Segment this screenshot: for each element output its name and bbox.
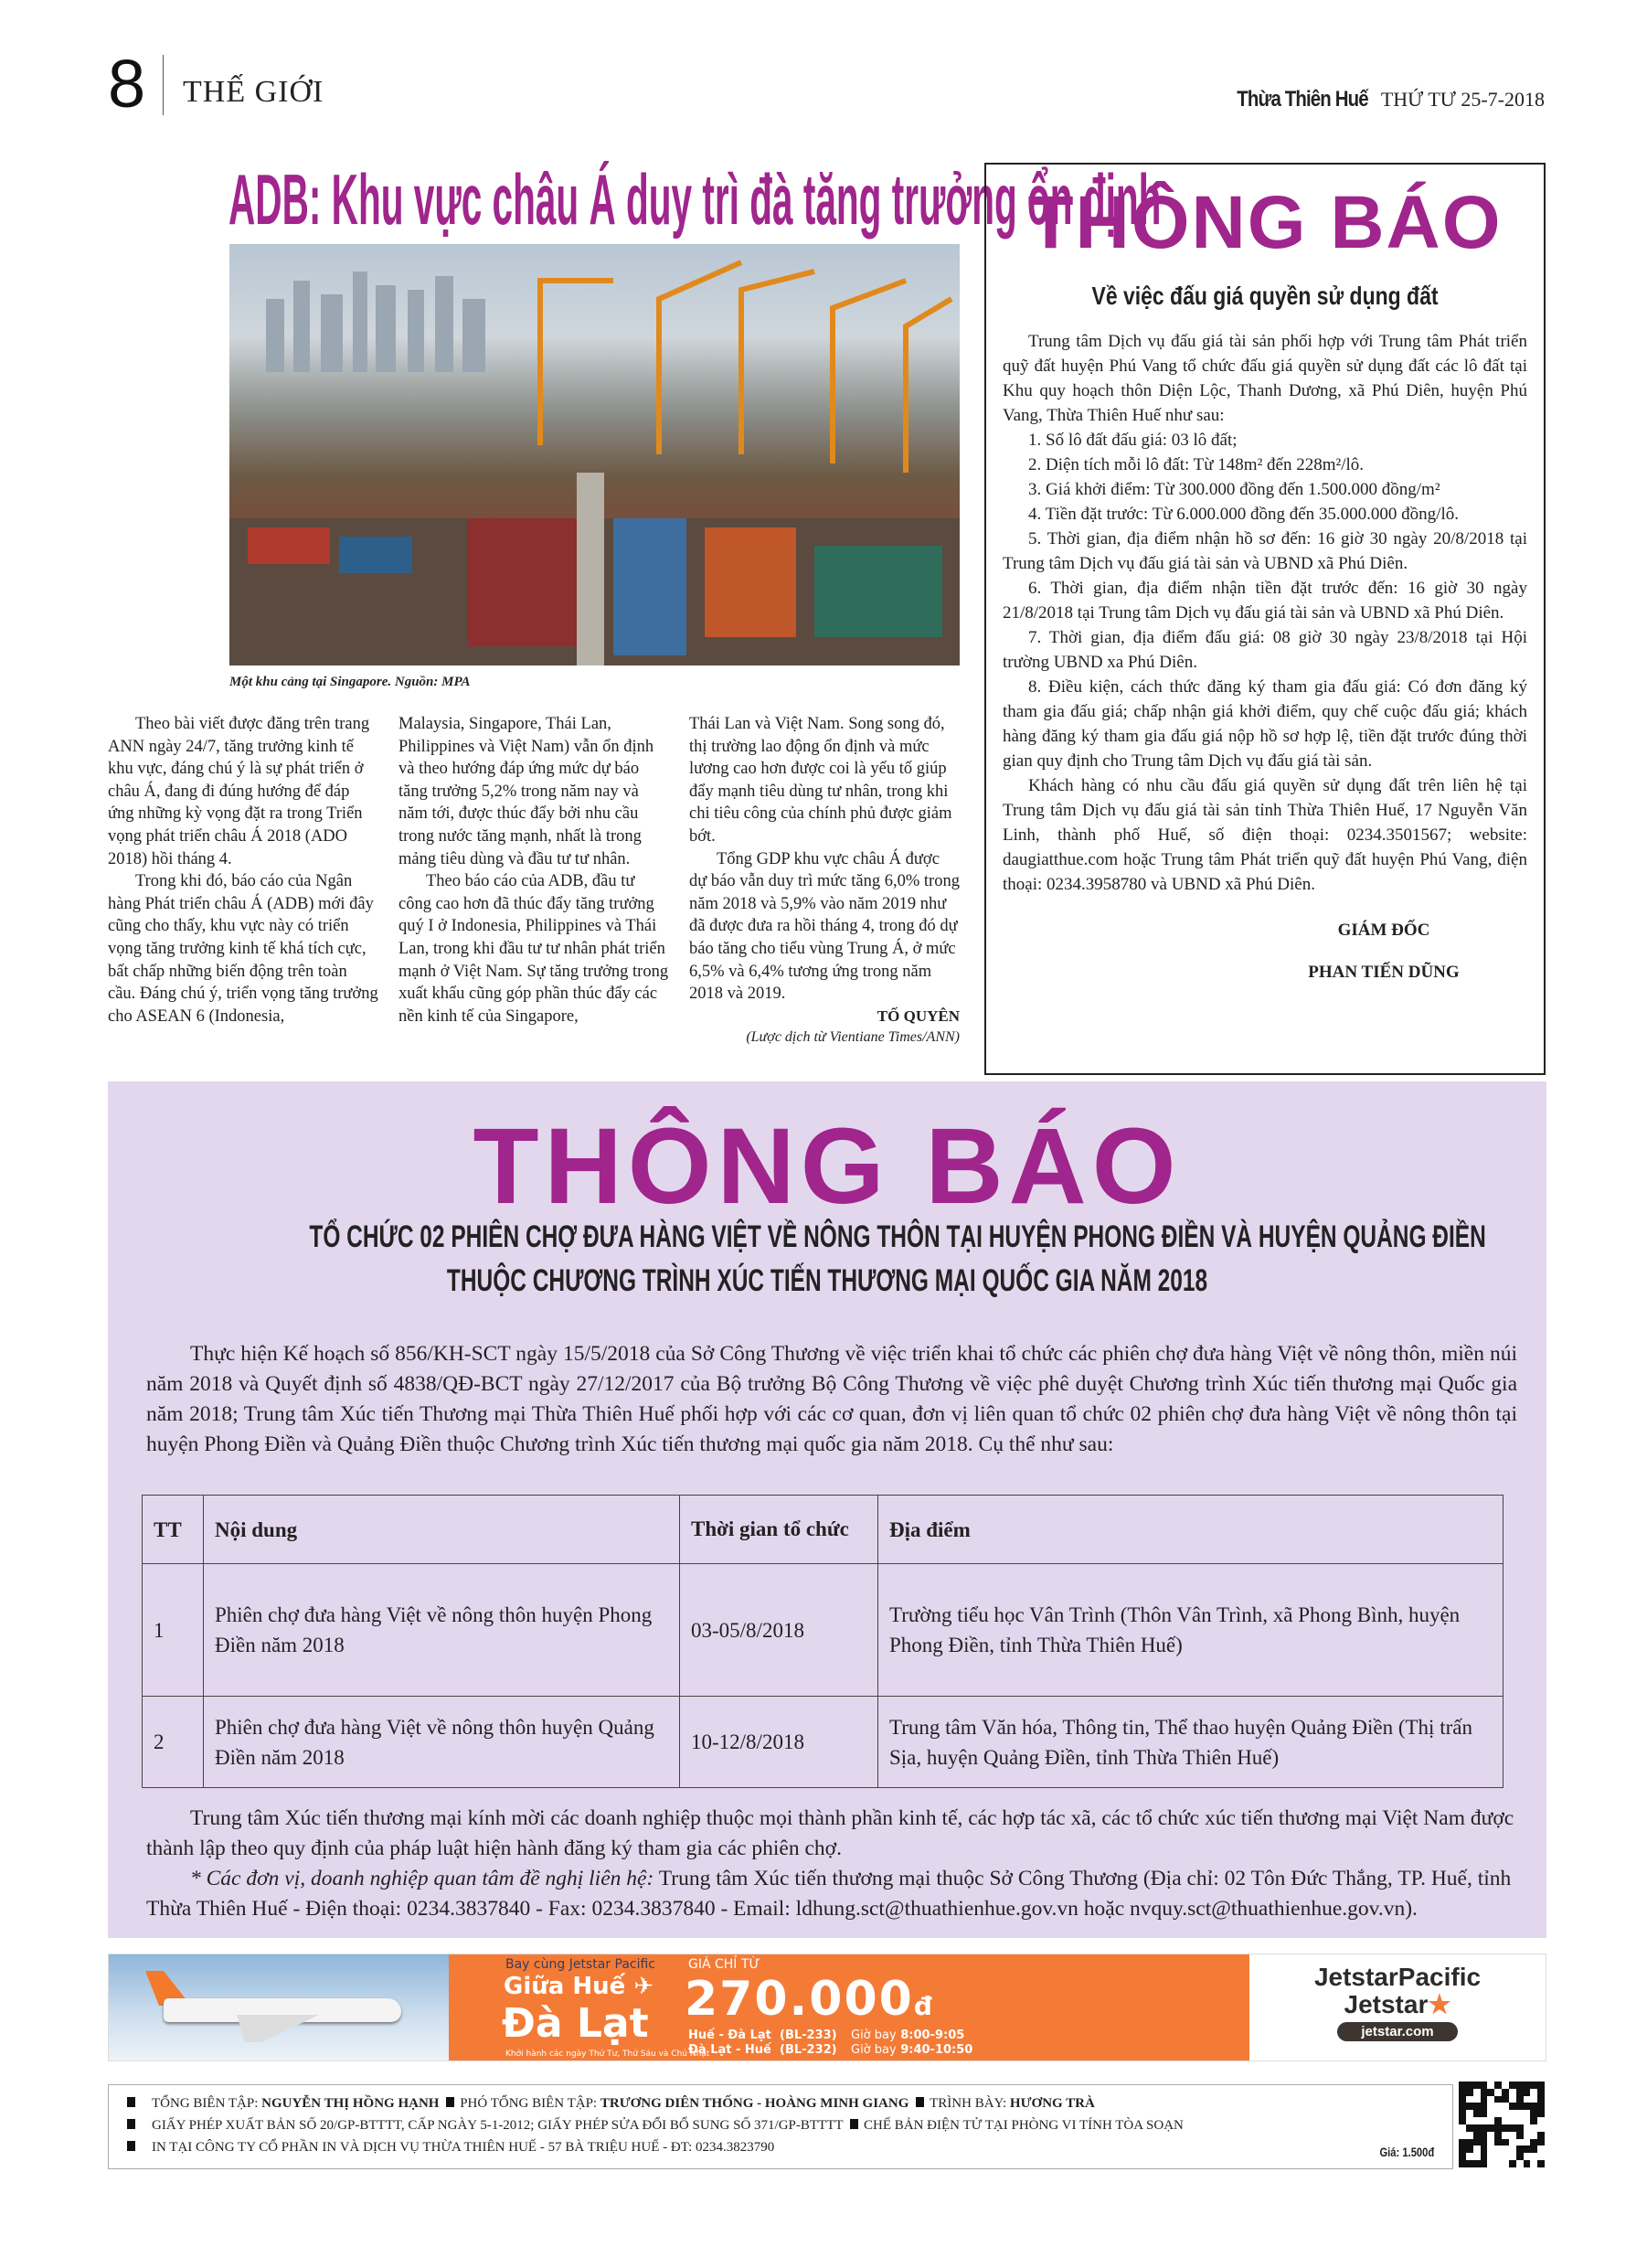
qr-module <box>1516 2089 1524 2096</box>
qr-module <box>1524 2110 1531 2117</box>
invitation-paragraph: Trung tâm Xúc tiến thương mại kính mời các doanh nghiệp thuộc mọi thành phần kinh tế, các hợp tác xã, các tổ chức xúc tiến thương mại Việt Nam được thành lập theo quy định của pháp luật hiện hành đăng ký tham gia các phiên chợ. <box>146 1806 1514 1860</box>
qr-module <box>1502 2160 1509 2167</box>
column-header: Nội dung <box>204 1496 680 1564</box>
qr-module <box>1516 2117 1524 2124</box>
notice-subtitle-2: THUỘC CHƯƠNG TRÌNH XÚC TIẾN THƯƠNG MẠI QUỐC GIA NĂM 2018 <box>446 1263 1208 1298</box>
qr-module <box>1494 2160 1502 2167</box>
airplane-image <box>109 1954 449 2060</box>
qr-module <box>1494 2103 1502 2110</box>
qr-module <box>1487 2082 1494 2089</box>
paragraph: Malaysia, Singapore, Thái Lan, Philippines và Việt Nam) vẫn ổn định và theo hướng đáp ứng mức dự báo tăng trưởng 5,2% trong năm nay và năm tới, được thúc đẩy bởi nhu cầu trong nước tăng mạnh, nhất là trong mảng tiêu dùng và đầu tư tư nhân. <box>398 715 654 868</box>
imprint-footer <box>108 2084 1453 2169</box>
paper-name: Thừa Thiên Huế <box>1237 87 1368 112</box>
qr-module <box>1466 2139 1473 2146</box>
qr-module <box>1537 2103 1545 2110</box>
notice-item: 2. Diện tích mỗi lô đất: Từ 148m² đến 228m²/lô. <box>1028 455 1365 474</box>
paragraph: Theo báo cáo của ADB, đầu tư công cao hơn đã thúc đẩy tăng trưởng quý I ở Indonesia, Philippines và Thái Lan, trong khi đầu tư tư nhân phát triển mạnh ở Việt Nam. Sự tăng trưởng trong xuất khẩu cũng góp phần thúc đẩy các nền kinh tế của Singapore, <box>398 872 669 1026</box>
qr-module <box>1509 2160 1516 2167</box>
column-header: Thời gian tổ chức <box>680 1496 878 1564</box>
qr-module <box>1466 2160 1473 2167</box>
jetstar-logo <box>1249 1954 1546 2060</box>
qr-module <box>1459 2096 1466 2103</box>
qr-module <box>1502 2153 1509 2160</box>
qr-module <box>1524 2132 1531 2139</box>
column-header: TT <box>143 1496 204 1564</box>
qr-module <box>1473 2132 1481 2139</box>
qr-module <box>1502 2110 1509 2117</box>
route-text: Giữa Huế <box>504 1973 626 2000</box>
qr-module <box>1530 2089 1537 2096</box>
flight-time: 8:00-9:05 <box>900 2028 965 2042</box>
qr-module <box>1466 2089 1473 2096</box>
brand-jetstar-pacific: JetstarPacific <box>1313 1963 1482 1991</box>
qr-module <box>1502 2103 1509 2110</box>
qr-module <box>1487 2153 1494 2160</box>
qr-module <box>1481 2096 1488 2103</box>
qr-module <box>1466 2103 1473 2110</box>
qr-module <box>1516 2146 1524 2153</box>
qr-module <box>1487 2139 1494 2146</box>
page-number: 8 <box>108 46 146 122</box>
qr-module <box>1487 2117 1494 2124</box>
article-source: (Lược dịch từ Vientiane Times/ANN) <box>746 1028 960 1045</box>
imprint-line-2 <box>127 2114 1434 2136</box>
ad-price <box>685 1974 934 2032</box>
qr-module <box>1516 2139 1524 2146</box>
market-schedule-table <box>142 1495 1504 1788</box>
qr-module <box>1524 2146 1531 2153</box>
qr-module <box>1487 2089 1494 2096</box>
column-header: Địa điểm <box>878 1496 1504 1564</box>
notice-subtitle-1: TỔ CHỨC 02 PHIÊN CHỢ ĐƯA HÀNG VIỆT VỀ NÔNG THÔN TẠI HUYỆN PHONG ĐIỀN VÀ HUYỆN QUẢNG ĐIỀN <box>309 1219 1486 1254</box>
typesetting-text: CHẾ BẢN ĐIỆN TỬ TẠI PHÒNG VI TÍNH TÒA SOẠN <box>864 2118 1184 2133</box>
qr-module <box>1481 2160 1488 2167</box>
qr-module <box>1494 2132 1502 2139</box>
table-cell: Trường tiểu học Vân Trình (Thôn Vân Trình, xã Phong Bình, huyện Phong Điền, tỉnh Thừa Thiên Huế) <box>878 1564 1504 1697</box>
qr-module <box>1481 2089 1488 2096</box>
qr-module <box>1509 2124 1516 2132</box>
qr-module <box>1473 2146 1481 2153</box>
qr-module <box>1516 2153 1524 2160</box>
qr-module <box>1509 2117 1516 2124</box>
qr-module <box>1537 2146 1545 2153</box>
flight-code: (BL-233) <box>780 2028 837 2042</box>
qr-module <box>1537 2117 1545 2124</box>
qr-module <box>1516 2124 1524 2132</box>
flight-schedule <box>688 2028 972 2058</box>
singapore-port-photo <box>229 244 960 665</box>
flight-time: 9:40-10:50 <box>900 2043 973 2057</box>
flight-route: Đà Lạt - Huế <box>688 2043 771 2057</box>
qr-module <box>1459 2103 1466 2110</box>
qr-module <box>1530 2139 1537 2146</box>
qr-module <box>1509 2089 1516 2096</box>
qr-module <box>1459 2082 1466 2089</box>
qr-module <box>1466 2153 1473 2160</box>
qr-module <box>1494 2117 1502 2124</box>
imprint-label: TRÌNH BÀY: <box>930 2096 1010 2111</box>
qr-module <box>1494 2153 1502 2160</box>
license-text: GIẤY PHÉP XUẤT BẢN SỐ 20/GP-BTTTT, CẤP NGÀY 5-1-2012; GIẤY PHÉP SỬA ĐỔI BỔ SUNG SỐ 371/GP-BTTTT <box>152 2118 844 2133</box>
qr-module <box>1473 2096 1481 2103</box>
qr-module <box>1473 2110 1481 2117</box>
qr-module <box>1459 2132 1466 2139</box>
contact-text: Trung tâm Xúc tiến thương mại thuộc Sở Công Thương (Địa chỉ: 02 Tôn Đức Thắng, TP. Huế, tỉnh Thừa Thiên Huế - Điện thoại: 0234.3837840 - Fax: 0234.3837840 - Email: ldhung.sct@thuathienhue.gov.vn hoặc nvquy.sct@thuathienhue.gov.vn). <box>146 1867 1512 1921</box>
article-column-3 <box>689 713 960 1048</box>
notice-body <box>1003 329 1527 897</box>
paragraph: Trung tâm Dịch vụ đấu giá tài sản phối hợp với Trung tâm Phát triển quỹ đất huyện Phú Vang tổ chức đấu giá quyền sử dụng đất các lô đất tại Khu quy hoạch thôn Diện Lộc, Thanh Dương, xã Phú Diên, huyện Phú Vang, Thừa Thiên Huế như sau: <box>1003 332 1527 425</box>
price-value: 270.000 <box>685 1972 914 2027</box>
qr-module <box>1473 2117 1481 2124</box>
qr-module <box>1509 2153 1516 2160</box>
article-body <box>108 713 960 1048</box>
flight-route: Huế - Đà Lạt <box>688 2028 771 2042</box>
qr-module <box>1502 2124 1509 2132</box>
qr-module <box>1481 2124 1488 2132</box>
paragraph: Thái Lan và Việt Nam. Song song đó, thị trường lao động ổn định và mức lương cao hơn được coi là yếu tố giúp đẩy mạnh tiêu dùng tư nhân, trong khi chi tiêu công của chính phủ được giảm bớt. <box>689 715 952 846</box>
qr-module <box>1494 2089 1502 2096</box>
qr-module <box>1459 2160 1466 2167</box>
qr-module <box>1494 2139 1502 2146</box>
qr-module <box>1459 2117 1466 2124</box>
article-author: TỐ QUYÊN <box>877 1006 960 1025</box>
qr-module <box>1537 2132 1545 2139</box>
qr-module <box>1524 2096 1531 2103</box>
qr-module <box>1502 2132 1509 2139</box>
qr-module <box>1487 2096 1494 2103</box>
qr-module <box>1516 2103 1524 2110</box>
qr-module <box>1524 2082 1531 2089</box>
qr-module <box>1509 2110 1516 2117</box>
masthead <box>1214 87 1545 112</box>
notice-intro <box>146 1339 1517 1460</box>
paragraph: Tổng GDP khu vực châu Á được dự báo vẫn duy trì mức tăng 6,0% trong năm 2018 và 5,9% vào năm 2019 như đã được đưa ra hồi tháng 4, trong đó dự báo tăng cho tiểu vùng Trung Á, ở mức 6,5% và 6,4% tương ứng trong năm 2018 và 2019. <box>689 849 960 1004</box>
qr-module <box>1530 2146 1537 2153</box>
qr-module <box>1509 2132 1516 2139</box>
qr-module <box>1466 2132 1473 2139</box>
qr-module <box>1466 2124 1473 2132</box>
qr-code[interactable] <box>1459 2082 1545 2167</box>
notice-title: THÔNG BÁO <box>473 1106 1182 1227</box>
qr-module <box>1524 2117 1531 2124</box>
qr-module <box>1459 2124 1466 2132</box>
deputy-editors: TRƯƠNG DIÊN THỐNG - HOÀNG MINH GIANG <box>600 2096 909 2111</box>
imprint-label: TỔNG BIÊN TẬP: <box>152 2096 262 2111</box>
notice-item: 8. Điều kiện, cách thức đăng ký tham gia đấu giá: Có đơn đăng ký tham gia đấu giá; chấp nhận giá khởi điểm, quy chế cuộc đấu giá; khách hàng đăng ký tham gia đấu giá nộp hồ sơ hợp lệ, tiền đặt trước đúng thời gian quy định cho Trung tâm Dịch vụ đấu giá tài sản. <box>1003 677 1527 771</box>
qr-module <box>1473 2124 1481 2132</box>
qr-module <box>1481 2117 1488 2124</box>
qr-module <box>1459 2146 1466 2153</box>
qr-module <box>1466 2117 1473 2124</box>
qr-module <box>1516 2160 1524 2167</box>
qr-module <box>1481 2103 1488 2110</box>
table-row <box>143 1697 1504 1788</box>
qr-module <box>1502 2139 1509 2146</box>
price-currency: đ <box>913 1991 934 2021</box>
ad-route-to: Đà Lạt <box>502 2000 649 2047</box>
qr-module <box>1487 2124 1494 2132</box>
qr-module <box>1509 2082 1516 2089</box>
auction-notice-box <box>984 163 1546 1075</box>
brand-text: Jetstar <box>1344 1990 1429 2018</box>
qr-module <box>1537 2139 1545 2146</box>
qr-module <box>1459 2153 1466 2160</box>
notice-item: 3. Giá khởi điểm: Từ 300.000 đồng đến 1.500.000 đồng/m² <box>1028 480 1440 499</box>
paragraph: Thực hiện Kế hoạch số 856/KH-SCT ngày 15/5/2018 của Sở Công Thương về việc triển khai tổ chức các phiên chợ đưa hàng Việt về nông thôn, miền núi năm 2018 và Quyết định số 4838/QĐ-BCT ngày 27/12/2017 của Bộ trưởng Bộ Công Thương về việc phê duyệt Chương trình Xúc tiến thương mại Quốc gia năm 2018; Trung tâm Xúc tiến Thương mại Thừa Thiên Huế phối hợp với các cơ quan, đơn vị liên quan tổ chức 02 phiên chợ đưa hàng Việt về nông thôn tại huyện Phong Điền và Quảng Điền thuộc Chương trình Xúc tiến thương mại quốc gia năm 2018. Cụ thể như sau: <box>146 1342 1517 1456</box>
qr-module <box>1466 2082 1473 2089</box>
qr-module <box>1466 2110 1473 2117</box>
notice-title: THÔNG BÁO <box>1027 181 1503 264</box>
flight-row <box>688 2028 972 2043</box>
article-column-2 <box>398 713 669 1048</box>
qr-module <box>1537 2110 1545 2117</box>
section-name: THẾ GIỚI <box>183 75 324 109</box>
qr-module <box>1481 2146 1488 2153</box>
qr-module <box>1530 2117 1537 2124</box>
imprint-line-1 <box>127 2092 1434 2114</box>
qr-module <box>1487 2160 1494 2167</box>
qr-module <box>1502 2089 1509 2096</box>
qr-module <box>1524 2139 1531 2146</box>
qr-module <box>1487 2132 1494 2139</box>
qr-module <box>1516 2132 1524 2139</box>
article-headline: ADB: Khu vực châu Á duy trì đà tăng trưởng ổn định <box>228 159 1162 240</box>
table-cell: Trung tâm Văn hóa, Thông tin, Thể thao huyện Quảng Điền (Thị trấn Sịa, huyện Quảng Điền, tỉnh Thừa Thiên Huế) <box>878 1697 1504 1788</box>
flight-time-label: Giờ bay <box>851 2043 897 2057</box>
flight-time-label: Giờ bay <box>851 2028 897 2042</box>
issue-price: Giá: 1.500đ <box>1379 2145 1435 2159</box>
table-cell: 10-12/8/2018 <box>680 1697 878 1788</box>
qr-module <box>1516 2096 1524 2103</box>
qr-module <box>1481 2153 1488 2160</box>
qr-module <box>1530 2160 1537 2167</box>
qr-module <box>1502 2117 1509 2124</box>
qr-module <box>1473 2153 1481 2160</box>
price-label: GIÁ CHỈ TỪ <box>688 1957 760 1972</box>
qr-module <box>1481 2110 1488 2117</box>
signer-name: PHAN TIẾN DŨNG <box>1308 963 1460 982</box>
notice-subtitle: Về việc đấu giá quyền sử dụng đất <box>1091 282 1439 310</box>
paragraph: Khách hàng có nhu cầu đấu giá quyền sử dụng đất trên liên hệ tại Trung tâm Dịch vụ đấu giá tài sản tỉnh Thừa Thiên Huế, 17 Nguyễn Văn Linh, thành phố Huế, số điện thoại: 0234.3501567; website: daugiatthue.com hoặc Trung tâm Phát triển quỹ đất huyện Phú Vang, điện thoại: 0234.3958780 và UBND xã Phú Diên. <box>1003 776 1527 894</box>
qr-module <box>1466 2096 1473 2103</box>
qr-module <box>1487 2103 1494 2110</box>
qr-module <box>1509 2103 1516 2110</box>
qr-module <box>1530 2153 1537 2160</box>
issue-date: THỨ TƯ 25-7-2018 <box>1380 88 1545 111</box>
notice-item: 4. Tiền đặt trước: Từ 6.000.000 đồng đến 35.000.000 đồng/lô. <box>1028 505 1459 524</box>
qr-module <box>1537 2089 1545 2096</box>
qr-module <box>1494 2124 1502 2132</box>
website-link[interactable]: jetstar.com <box>1337 2022 1457 2041</box>
qr-module <box>1466 2146 1473 2153</box>
table-cell: 03-05/8/2018 <box>680 1564 878 1697</box>
table-cell: 1 <box>143 1564 204 1697</box>
qr-module <box>1494 2146 1502 2153</box>
qr-module <box>1502 2082 1509 2089</box>
imprint-line-3 <box>127 2136 1434 2158</box>
header-divider <box>163 55 164 115</box>
qr-module <box>1481 2132 1488 2139</box>
qr-module <box>1537 2153 1545 2160</box>
notice-item: 5. Thời gian, địa điểm nhận hồ sơ đến: 16 giờ 30 ngày 20/8/2018 tại Trung tâm Dịch vụ đấu giá tài sản và UBND xã Phú Diên. <box>1003 529 1527 573</box>
qr-module <box>1530 2096 1537 2103</box>
qr-module <box>1524 2089 1531 2096</box>
ad-route-from <box>504 1974 653 2000</box>
qr-module <box>1509 2146 1516 2153</box>
qr-module <box>1524 2160 1531 2167</box>
star-icon: ★ <box>1428 1990 1451 2018</box>
notice-item: 1. Số lô đất đấu giá: 03 lô đất; <box>1028 431 1238 450</box>
ad-offer-panel <box>449 1954 1249 2060</box>
brand-jetstar <box>1249 1991 1546 2018</box>
qr-module <box>1537 2096 1545 2103</box>
contact-label: * Các đơn vị, doanh nghiệp quan tâm đề nghị liên hệ: <box>190 1867 654 1890</box>
qr-module <box>1494 2082 1502 2089</box>
qr-module <box>1481 2139 1488 2146</box>
table-cell: Phiên chợ đưa hàng Việt về nông thôn huyện Phong Điền năm 2018 <box>204 1564 680 1697</box>
notice-closing <box>146 1804 1517 1924</box>
qr-module <box>1509 2096 1516 2103</box>
signer-title: GIÁM ĐỐC <box>1337 921 1430 940</box>
imprint-label: PHÓ TỔNG BIÊN TẬP: <box>460 2096 600 2111</box>
qr-module <box>1524 2124 1531 2132</box>
ad-days: Khởi hành các ngày Thứ Tư, Thứ Sáu và Chủ Nhật <box>505 2050 710 2059</box>
table-header-row <box>143 1496 1504 1564</box>
market-notice-box <box>108 1081 1546 1938</box>
qr-module <box>1530 2132 1537 2139</box>
qr-module <box>1502 2146 1509 2153</box>
qr-module <box>1509 2139 1516 2146</box>
qr-module <box>1473 2082 1481 2089</box>
contact-paragraph <box>146 1864 1517 1924</box>
qr-module <box>1530 2110 1537 2117</box>
table-row <box>143 1564 1504 1697</box>
qr-module <box>1487 2146 1494 2153</box>
qr-module <box>1459 2110 1466 2117</box>
qr-module <box>1459 2139 1466 2146</box>
qr-module <box>1494 2110 1502 2117</box>
flight-row <box>688 2043 972 2058</box>
flight-code: (BL-232) <box>780 2043 837 2057</box>
paragraph: Theo bài viết được đăng trên trang ANN ngày 24/7, tăng trưởng kinh tế khu vực, đáng chú ý là sự phát triển ở châu Á, đang đi đúng hướng để đáp ứng những kỳ vọng đặt ra trong Triển vọng phát triển châu Á 2018 (ADO 2018) hồi tháng 4. <box>108 715 370 868</box>
jetstar-advertisement[interactable] <box>108 1954 1546 2061</box>
ad-tagline: Bay cùng Jetstar Pacific <box>505 1957 655 1972</box>
qr-module <box>1537 2124 1545 2132</box>
designer: HƯƠNG TRÀ <box>1009 2096 1095 2111</box>
qr-module <box>1473 2160 1481 2167</box>
qr-module <box>1473 2103 1481 2110</box>
qr-module <box>1473 2089 1481 2096</box>
editor-in-chief: NGUYỄN THỊ HỒNG HẠNH <box>261 2096 440 2111</box>
qr-module <box>1459 2089 1466 2096</box>
qr-module <box>1530 2103 1537 2110</box>
qr-module <box>1516 2082 1524 2089</box>
qr-module <box>1487 2110 1494 2117</box>
printer-text: IN TẠI CÔNG TY CỔ PHẦN IN VÀ DỊCH VỤ THỪA THIÊN HUẾ - 57 BÀ TRIỆU HUẾ - ĐT: 0234.3823790 <box>152 2140 775 2155</box>
qr-module <box>1502 2096 1509 2103</box>
qr-module <box>1537 2160 1545 2167</box>
qr-module <box>1537 2082 1545 2089</box>
table-cell: Phiên chợ đưa hàng Việt về nông thôn huyện Quảng Điền năm 2018 <box>204 1697 680 1788</box>
qr-module <box>1530 2082 1537 2089</box>
qr-module <box>1530 2124 1537 2132</box>
table-cell: 2 <box>143 1697 204 1788</box>
notice-item: 7. Thời gian, địa điểm đấu giá: 08 giờ 30 ngày 23/8/2018 tại Hội trường UBND xa Phú Diên. <box>1003 628 1527 672</box>
qr-module <box>1494 2096 1502 2103</box>
qr-module <box>1524 2153 1531 2160</box>
photo-caption: Một khu cảng tại Singapore. Nguồn: MPA <box>229 675 471 689</box>
port-illustration <box>229 244 960 665</box>
paragraph: Trong khi đó, báo cáo của Ngân hàng Phát triển châu Á (ADB) mới đây cũng cho thấy, khu vực này có triển vọng tăng trưởng kinh tế khá tích cực, bất chấp những biến động trên toàn cầu. Đáng chú ý, triển vọng tăng trưởng cho ASEAN 6 (Indonesia, <box>108 872 378 1026</box>
article-column-1 <box>108 713 378 1048</box>
notice-item: 6. Thời gian, địa điểm nhận tiền đặt trước đến: 16 giờ 30 ngày 21/8/2018 tại Trung tâm Dịch vụ đấu giá tài sản và UBND xã Phú Diên. <box>1003 579 1527 623</box>
qr-module <box>1473 2139 1481 2146</box>
qr-module <box>1524 2103 1531 2110</box>
airplane-icon: ✈ <box>633 1973 654 2000</box>
qr-module <box>1516 2110 1524 2117</box>
qr-module <box>1481 2082 1488 2089</box>
